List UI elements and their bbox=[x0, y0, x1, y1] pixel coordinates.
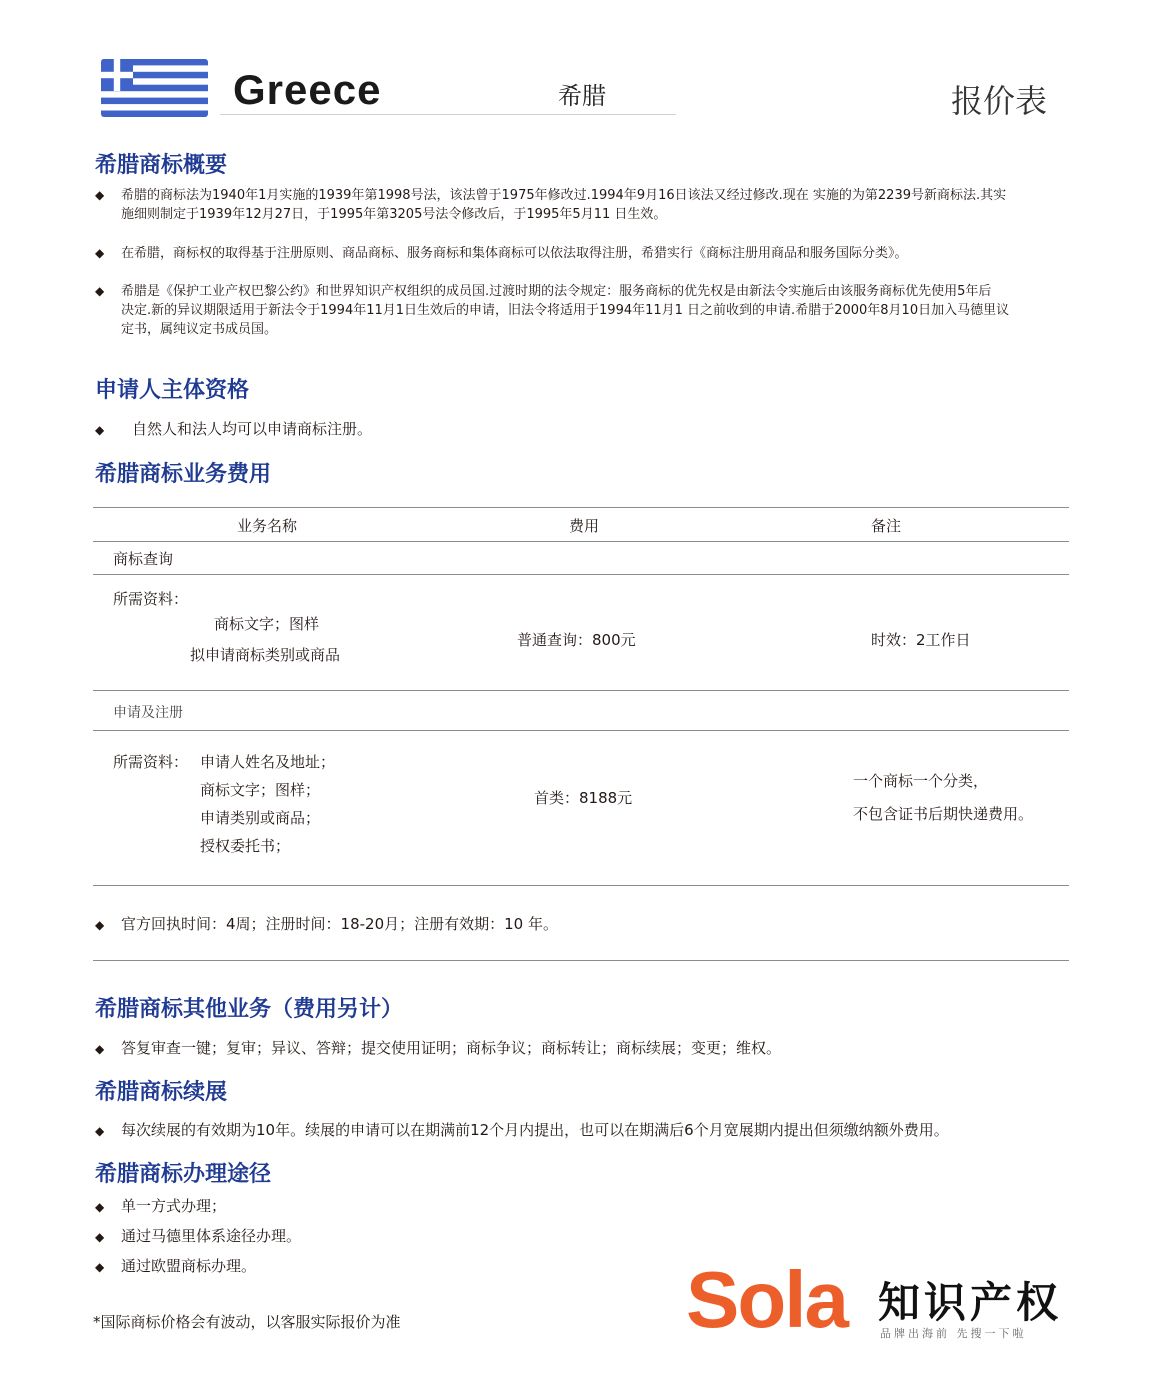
section-divider bbox=[93, 960, 1069, 961]
bullet-icon: ◆ bbox=[95, 1200, 105, 1214]
overview-bullet-2 bbox=[95, 244, 1075, 264]
bullet-text: 官方回执时间：4周；注册时间：18-20月；注册有效期：10 年。 bbox=[121, 915, 558, 933]
overview-bullet-3 bbox=[95, 282, 1075, 342]
quote-sheet-label: 报价表 bbox=[951, 82, 1048, 120]
other-services-bullet bbox=[95, 1038, 995, 1058]
channel-bullet bbox=[95, 1196, 495, 1216]
page-title-cn: 希腊 bbox=[558, 82, 606, 110]
table-header-service: 业务名称 bbox=[237, 517, 298, 535]
row-title-search: 商标查询 bbox=[113, 550, 174, 568]
section-heading-fees: 希腊商标业务费用 bbox=[95, 462, 272, 487]
table-top-rule bbox=[93, 507, 1069, 508]
bullet-icon: ◆ bbox=[95, 284, 105, 298]
search-material-item: 商标文字；图样 bbox=[214, 615, 320, 633]
table-rule bbox=[93, 574, 1069, 575]
logo-wordmark: Sola bbox=[686, 1255, 847, 1344]
registration-materials-label: 所需资料： bbox=[113, 753, 189, 771]
page-title-en: Greece bbox=[233, 66, 382, 113]
table-header-fee: 费用 bbox=[569, 517, 600, 535]
bullet-text-line: 希腊是《保护工业产权巴黎公约》和世界知识产权组织的成员国.过渡时期的法令规定：服务商标的优先权是由新法令实施后由该服务商标优先使用5年后 bbox=[121, 284, 992, 299]
table-rule bbox=[93, 730, 1069, 731]
bullet-text-line: 施细则制定于1939年12月27日，于1995年第3205号法令修改后，于1995年5月11 日生效。 bbox=[121, 207, 667, 222]
renewal-bullet bbox=[95, 1120, 1075, 1140]
registration-material-item: 授权委托书； bbox=[200, 837, 291, 855]
table-header-remark: 备注 bbox=[871, 517, 902, 535]
table-header-rule bbox=[93, 541, 1069, 542]
channel-bullet bbox=[95, 1226, 495, 1246]
price-disclaimer: *国际商标价格会有波动，以客服实际报价为准 bbox=[93, 1313, 401, 1331]
bullet-icon: ◆ bbox=[95, 246, 105, 260]
search-materials-label: 所需资料： bbox=[113, 590, 189, 608]
bullet-text-line: 决定.新的异议期限适用于新法令于1994年11月1日生效后的申请，旧法令将适用于1994年11月1 日之前收到的申请.希腊于2000年8月10日加入马德里议 bbox=[121, 303, 1010, 318]
bullet-text-line: 在希腊，商标权的取得基于注册原则、商品商标、服务商标和集体商标可以依法取得注册，希猎实行《商标注册用商品和服务国际分类》。 bbox=[121, 246, 908, 261]
section-heading-channels: 希腊商标办理途径 bbox=[95, 1162, 272, 1187]
registration-material-item: 申请人姓名及地址； bbox=[200, 753, 336, 771]
section-heading-renewal: 希腊商标续展 bbox=[95, 1080, 228, 1105]
bullet-text: 每次续展的有效期为10年。续展的申请可以在期满前12个月内提出，也可以在期满后6个月宽展期内提出但须缴纳额外费用。 bbox=[121, 1121, 949, 1139]
table-rule bbox=[93, 690, 1069, 691]
title-divider bbox=[220, 114, 676, 115]
bullet-icon: ◆ bbox=[95, 918, 105, 932]
row-title-registration: 申请及注册 bbox=[113, 705, 183, 721]
bullet-icon: ◆ bbox=[95, 1042, 105, 1056]
bullet-icon: ◆ bbox=[95, 188, 105, 202]
search-fee: 普通查询：800元 bbox=[517, 631, 636, 649]
search-remark: 时效：2工作日 bbox=[871, 631, 971, 649]
section-heading-applicant: 申请人主体资格 bbox=[95, 378, 250, 403]
logo-slogan: 品牌出海前 先搜一下啦 bbox=[880, 1327, 1027, 1340]
bullet-icon: ◆ bbox=[95, 423, 105, 437]
table-bottom-rule bbox=[93, 885, 1069, 886]
bullet-icon: ◆ bbox=[95, 1124, 105, 1138]
section-heading-overview: 希腊商标概要 bbox=[95, 153, 228, 178]
bullet-text: 通过马德里体系途径办理。 bbox=[121, 1227, 302, 1245]
applicant-bullet bbox=[95, 419, 895, 439]
bullet-icon: ◆ bbox=[95, 1230, 105, 1244]
channel-bullet bbox=[95, 1256, 495, 1276]
section-heading-other-services: 希腊商标其他业务（费用另计） bbox=[95, 997, 404, 1022]
registration-material-item: 商标文字；图样； bbox=[200, 781, 321, 799]
registration-fee: 首类：8188元 bbox=[534, 789, 633, 807]
bullet-text-line: 定书，属纯议定书成员国。 bbox=[121, 322, 278, 337]
registration-material-item: 申请类别或商品； bbox=[200, 809, 321, 827]
logo-cn-text: 知识产权 bbox=[878, 1278, 1063, 1327]
bullet-text: 自然人和法人均可以申请商标注册。 bbox=[132, 420, 373, 438]
bullet-text-line: 希腊的商标法为1940年1月实施的1939年第1998号法，该法曾于1975年修改过.1994年9月16日该法又经过修改.现在 实施的为第2239号新商标法.其实 bbox=[121, 188, 1007, 203]
bullet-icon: ◆ bbox=[95, 1260, 105, 1274]
bullet-text: 通过欧盟商标办理。 bbox=[121, 1257, 257, 1275]
overview-bullet-1 bbox=[95, 186, 1075, 226]
timeline-bullet bbox=[95, 914, 995, 934]
registration-remark: 一个商标一个分类， bbox=[853, 772, 989, 790]
search-material-item: 拟申请商标类别或商品 bbox=[190, 646, 341, 664]
bullet-text: 答复审查一键；复审；异议、答辩；提交使用证明；商标争议；商标转让；商标续展；变更；维权。 bbox=[121, 1039, 782, 1057]
bullet-text: 单一方式办理； bbox=[121, 1197, 227, 1215]
greece-flag-icon bbox=[101, 59, 208, 117]
sola-logo bbox=[686, 1255, 1086, 1352]
registration-remark: 不包含证书后期快递费用。 bbox=[853, 805, 1034, 823]
